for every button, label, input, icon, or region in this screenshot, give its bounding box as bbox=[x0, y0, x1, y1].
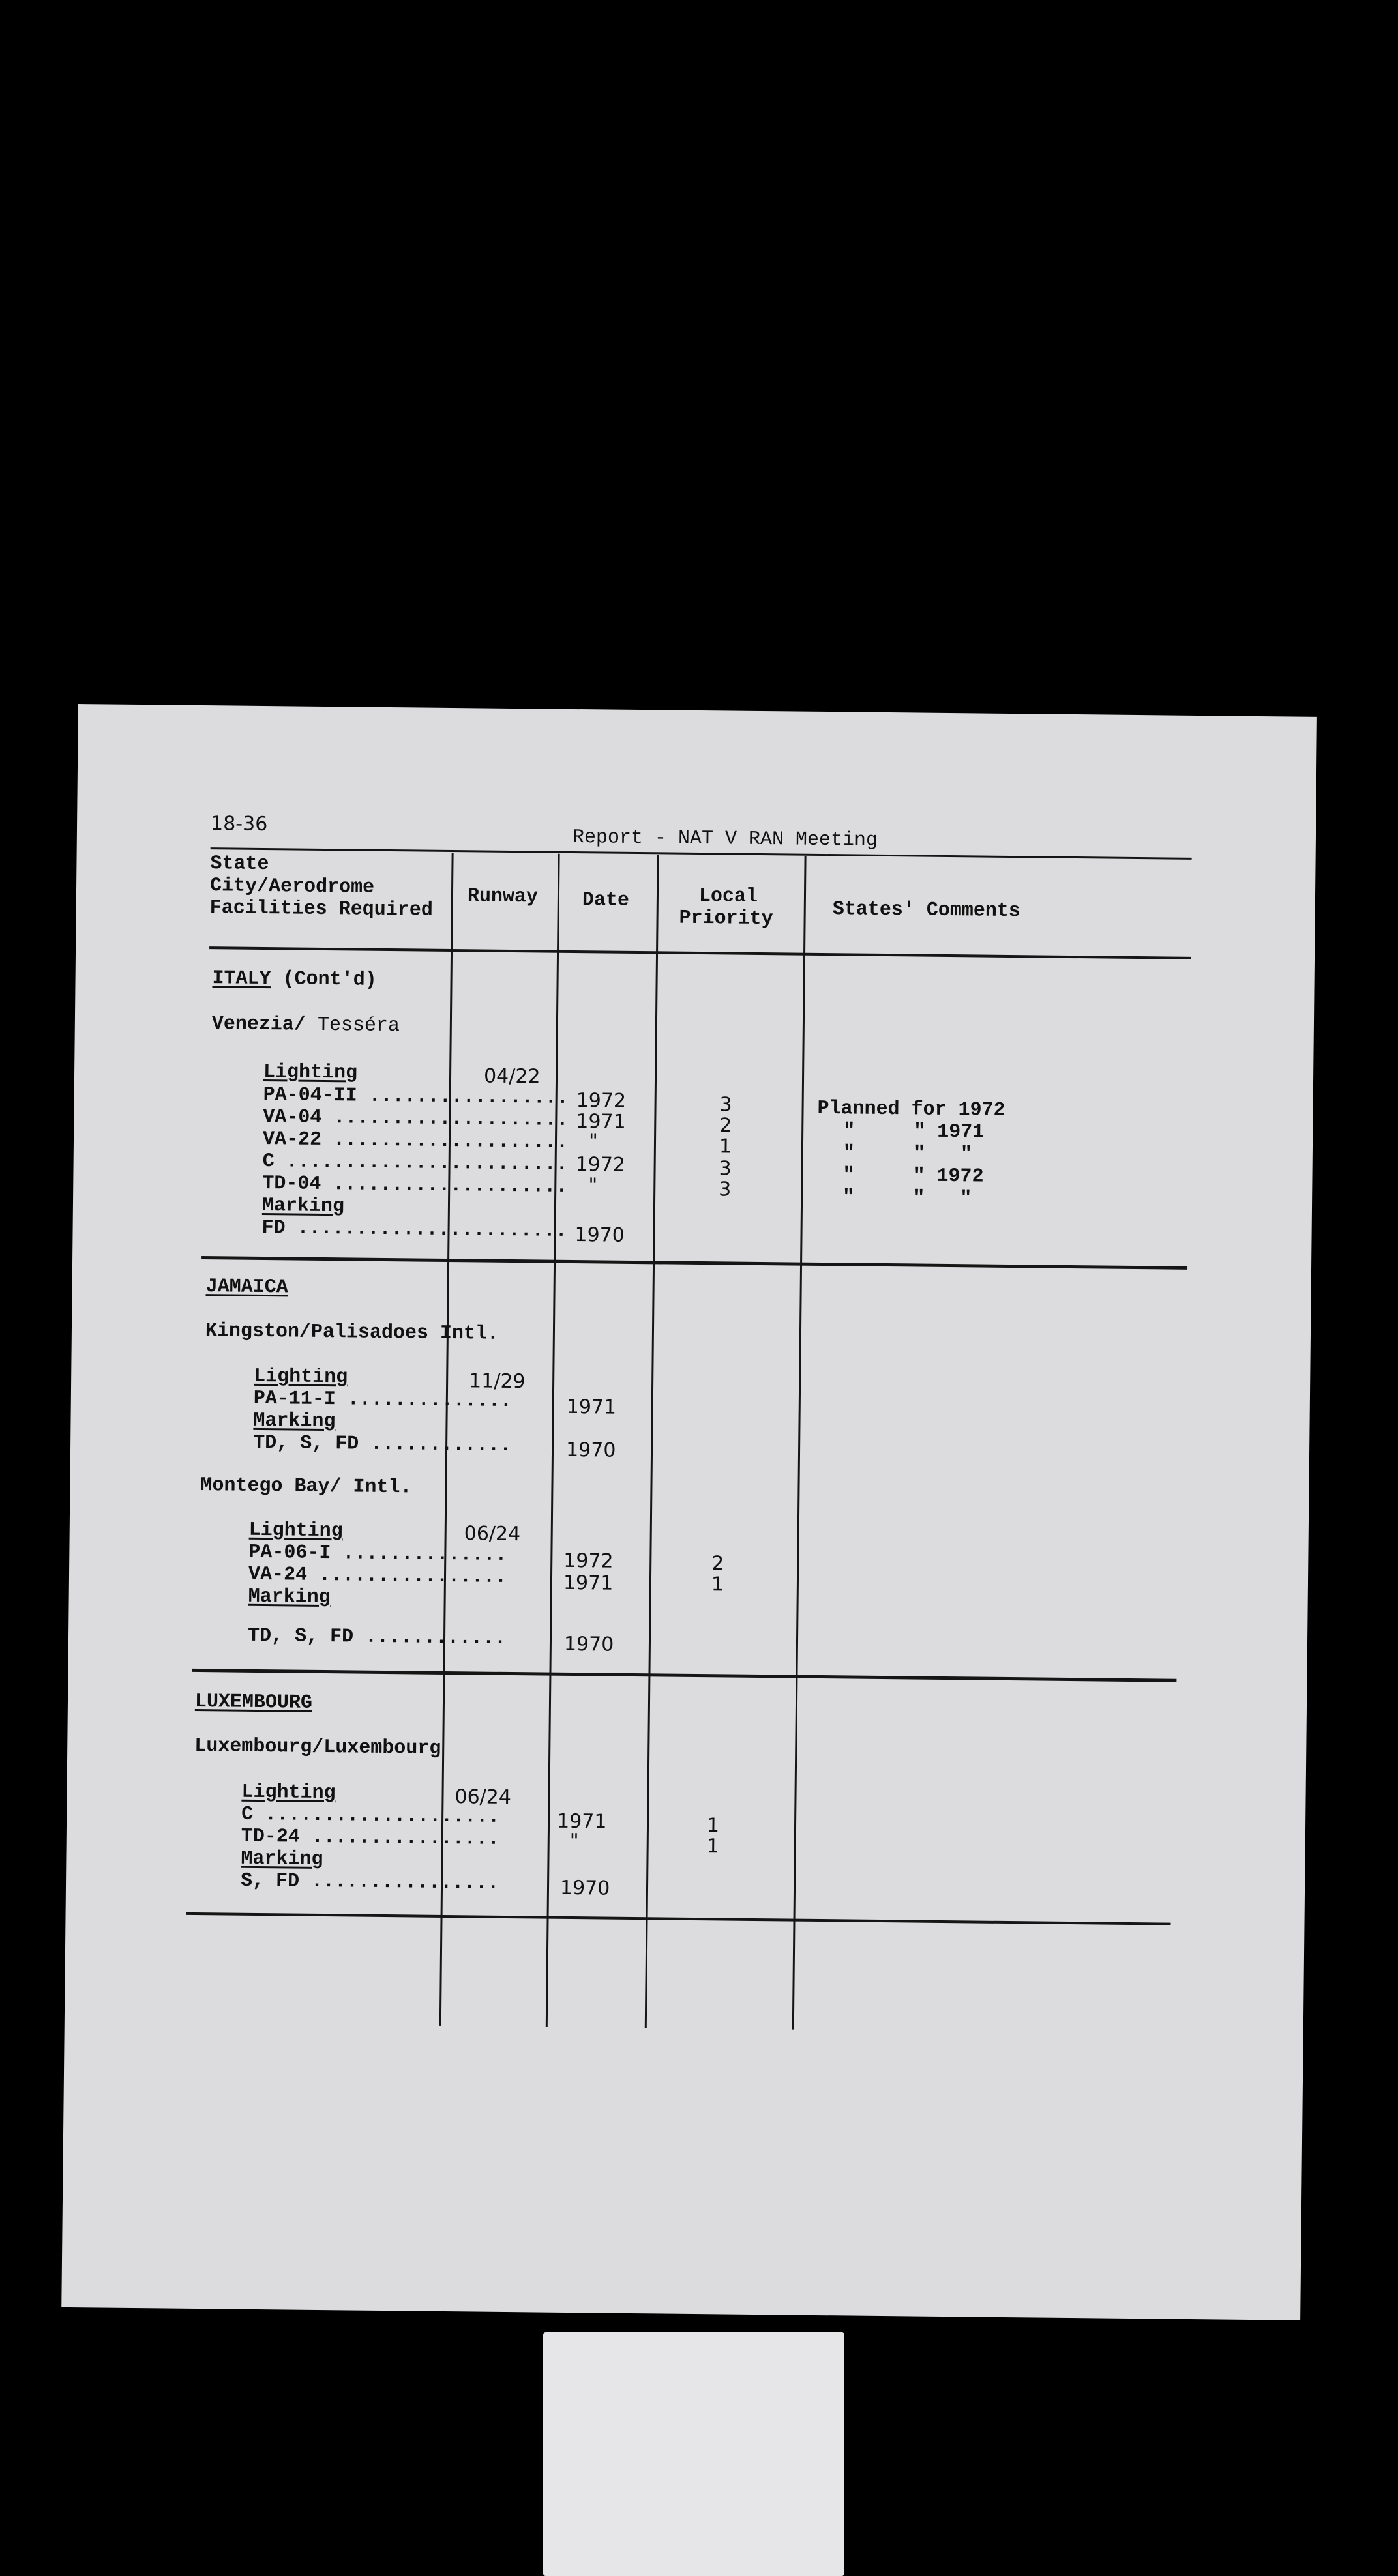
city-venezia-suffix: Tesséra bbox=[317, 1014, 400, 1038]
montego-marking-label: TD, S, FD ............ bbox=[247, 1624, 507, 1650]
luxembourg-row-priority: 1 bbox=[706, 1814, 720, 1837]
italy-row-date: 1971 bbox=[576, 1110, 626, 1134]
kingston-row-label: PA-11-I .............. bbox=[253, 1387, 513, 1413]
italy-section-rule bbox=[201, 1256, 1187, 1270]
luxembourg-marking-date: 1970 bbox=[559, 1876, 610, 1900]
italy-marking-heading: Marking bbox=[261, 1194, 345, 1218]
montego-row-priority: 2 bbox=[711, 1552, 724, 1575]
column-header-comments: States' Comments bbox=[832, 898, 1020, 923]
state-jamaica: JAMAICA bbox=[205, 1276, 288, 1299]
film-target-card bbox=[543, 2332, 844, 2576]
italy-row-priority: 2 bbox=[719, 1114, 732, 1137]
column-header-facilities: Facilities Required bbox=[209, 897, 433, 922]
montego-row-label: PA-06-I .............. bbox=[248, 1541, 507, 1566]
italy-row-priority: 3 bbox=[719, 1093, 732, 1117]
italy-row-priority: 1 bbox=[719, 1135, 732, 1158]
page-number: 18-36 bbox=[210, 812, 268, 836]
column-divider-priority bbox=[645, 855, 659, 2028]
state-italy-suffix: (Cont'd) bbox=[282, 968, 377, 991]
kingston-row-date: 1971 bbox=[566, 1395, 617, 1419]
montego-marking-heading: Marking bbox=[248, 1585, 331, 1609]
italy-row-date: " bbox=[588, 1130, 599, 1153]
italy-runway: 04/22 bbox=[483, 1064, 541, 1089]
italy-row-date: 1972 bbox=[575, 1153, 626, 1177]
kingston-marking-heading: Marking bbox=[253, 1409, 336, 1433]
column-header-state: State bbox=[210, 853, 269, 876]
italy-row-priority: 3 bbox=[719, 1157, 732, 1180]
montego-row-priority: 1 bbox=[711, 1573, 724, 1596]
kingston-marking-label: TD, S, FD ............ bbox=[252, 1431, 512, 1457]
column-header-priority-2: Priority bbox=[679, 907, 773, 931]
state-luxembourg: LUXEMBOURG bbox=[194, 1690, 313, 1714]
report-title: Report - NAT V RAN Meeting bbox=[572, 826, 878, 852]
montego-row-label: VA-24 ................ bbox=[248, 1563, 507, 1588]
document-page bbox=[61, 704, 1317, 2320]
kingston-lighting-heading: Lighting bbox=[254, 1365, 348, 1389]
luxembourg-row-date: 1971 bbox=[556, 1809, 607, 1834]
luxembourg-row-label: TD-24 ................ bbox=[241, 1825, 500, 1851]
italy-row-label: C ........................ bbox=[262, 1150, 568, 1176]
italy-row-label: TD-04 .................... bbox=[262, 1172, 568, 1198]
italy-row-priority: 3 bbox=[719, 1178, 732, 1201]
luxembourg-lighting-heading: Lighting bbox=[241, 1781, 336, 1805]
italy-row-comment: " " " bbox=[842, 1186, 972, 1210]
state-italy bbox=[212, 967, 376, 991]
luxembourg-row-label: C .................... bbox=[241, 1803, 500, 1828]
italy-row-label: VA-22 .................... bbox=[262, 1128, 569, 1154]
kingston-marking-date: 1970 bbox=[565, 1438, 616, 1462]
luxembourg-section-rule bbox=[186, 1912, 1171, 1925]
italy-row-date: " bbox=[588, 1174, 598, 1197]
luxembourg-marking-label: S, FD ................ bbox=[240, 1869, 499, 1895]
city-venezia-name: Venezia/ bbox=[211, 1013, 306, 1036]
city-luxembourg: Luxembourg/Luxembourg bbox=[194, 1734, 441, 1760]
city-venezia bbox=[212, 1013, 400, 1037]
jamaica-section-rule bbox=[192, 1669, 1176, 1682]
state-italy-name: ITALY bbox=[212, 967, 271, 991]
column-divider-comments bbox=[792, 856, 807, 2030]
header-bottom-rule bbox=[209, 946, 1191, 959]
luxembourg-row-date: " bbox=[569, 1829, 579, 1853]
column-header-priority-1: Local bbox=[698, 885, 758, 908]
italy-marking-label: FD ....................... bbox=[261, 1216, 567, 1242]
city-montego-bay: Montego Bay/ Intl. bbox=[200, 1474, 412, 1499]
luxembourg-runway: 06/24 bbox=[454, 1785, 512, 1809]
italy-row-label: VA-04 .................... bbox=[263, 1106, 569, 1132]
montego-lighting-heading: Lighting bbox=[248, 1519, 343, 1543]
kingston-runway: 11/29 bbox=[468, 1369, 526, 1394]
italy-row-comment: " " 1971 bbox=[843, 1120, 985, 1144]
italy-row-date: 1972 bbox=[576, 1089, 627, 1113]
column-divider-date bbox=[546, 854, 560, 2027]
city-kingston: Kingston/Palisadoes Intl. bbox=[205, 1320, 499, 1345]
montego-row-date: 1971 bbox=[563, 1571, 614, 1595]
italy-row-comment: " " 1972 bbox=[842, 1164, 984, 1188]
italy-row-comment: Planned for 1972 bbox=[817, 1097, 1005, 1122]
montego-marking-date: 1970 bbox=[563, 1632, 614, 1656]
italy-lighting-heading: Lighting bbox=[263, 1061, 358, 1085]
column-header-city: City/Aerodrome bbox=[209, 875, 375, 899]
montego-runway: 06/24 bbox=[464, 1522, 521, 1546]
column-header-runway: Runway bbox=[467, 885, 539, 909]
luxembourg-marking-heading: Marking bbox=[241, 1847, 323, 1871]
italy-row-comment: " " " bbox=[842, 1142, 973, 1166]
luxembourg-row-priority: 1 bbox=[706, 1835, 719, 1858]
montego-row-date: 1972 bbox=[563, 1549, 614, 1573]
column-header-date: Date bbox=[582, 889, 630, 912]
italy-marking-date: 1970 bbox=[574, 1223, 625, 1247]
italy-row-label: PA-04-II ................. bbox=[263, 1084, 569, 1109]
